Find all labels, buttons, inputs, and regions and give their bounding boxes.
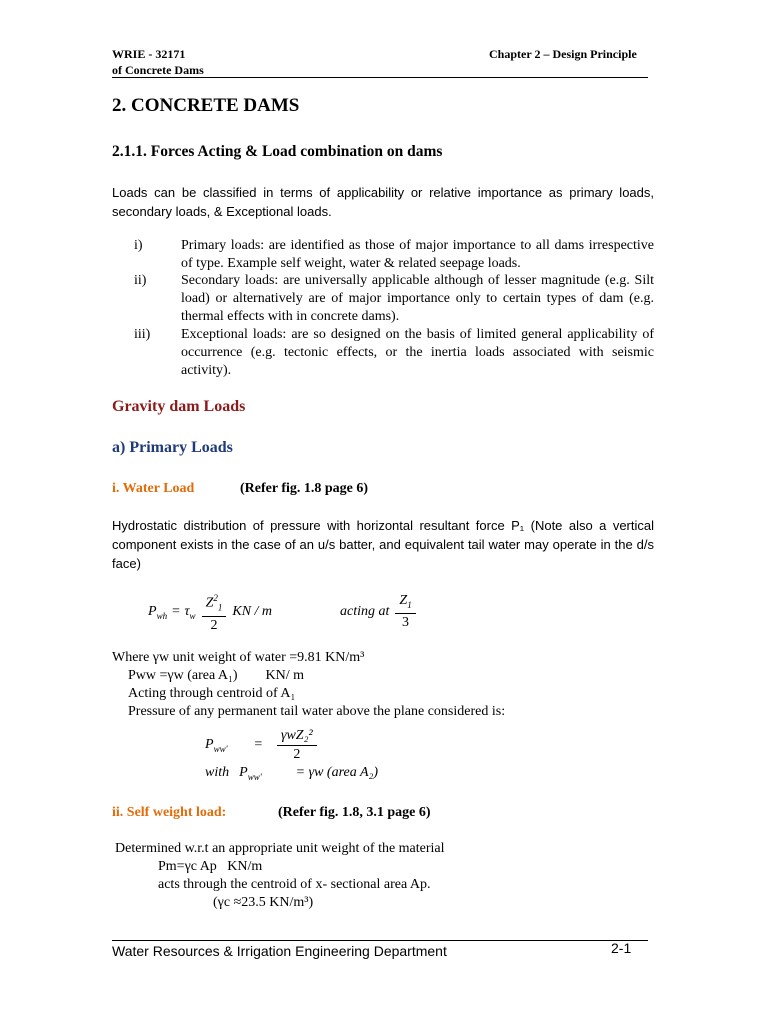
tail-water-line: Pressure of any permanent tail water above the plane considered is: (128, 704, 506, 719)
header-subtitle: of Concrete Dams (112, 63, 204, 77)
list-item-primary: Primary loads: are identified as those of major importance to all dams irrespective of type. Example self weight, water & related seepage loads. (181, 238, 654, 271)
page-title: 2. CONCRETE DAMS (112, 95, 300, 116)
section-heading: 2.1.1. Forces Acting & Load combination on dams (112, 143, 443, 160)
self-weight-line3: acts through the centroid of x- sectional area Ap. (158, 877, 431, 892)
self-weight-line1: Determined w.r.t an appropriate unit weight of the material (115, 841, 445, 856)
primary-loads-heading: a) Primary Loads (112, 439, 233, 456)
header-chapter: Chapter 2 – Design Principle (489, 47, 637, 61)
equation-water-load: $P_{wh}$ = $\tau_w$ $\frac{Z^2_1}{2}$ KN / m (148, 588, 272, 636)
where-line: Where γw unit weight of water =9.81 KN/m³ (112, 650, 365, 665)
acting-line: Acting through centroid of A₁ (128, 686, 296, 701)
gravity-heading: Gravity dam Loads (112, 398, 246, 415)
pww-line: Pww =γw (area A₁) KN/ m (128, 668, 305, 683)
eq-lhs: $P_{wh}$ (148, 603, 168, 621)
self-weight-ref: (Refer fig. 1.8, 3.1 page 6) (278, 805, 431, 820)
equation-with: with $P_{ww'}$ = γw (area A₂) (205, 765, 379, 782)
self-weight-line4: (γc ≈23.5 KN/m³) (213, 895, 314, 910)
equation-tail-water: $P_{ww'}$ = $\frac{\text{γwZ₂²}}{2}$ (205, 725, 323, 765)
water-load-ref: (Refer fig. 1.8 page 6) (240, 481, 369, 496)
equation-acting-at: acting at $\frac{Z_1}{3}$ (340, 588, 422, 636)
footer-rule (112, 940, 648, 941)
footer-page-number: 2-1 (611, 940, 632, 956)
list-item-secondary: Secondary loads: are universally applicable although of lesser magnitude (e.g. Silt load) or alternatively are of major importance only to certain types of dam (e.g. thermal effects with in concrete dams). (181, 273, 654, 324)
intro-paragraph: Loads can be classified in terms of applicability or relative importance as primary loads, secondary loads, & Exceptional loads. (112, 185, 654, 219)
list-number: iii) (134, 327, 151, 342)
list-number: ii) (134, 273, 147, 288)
list-number: i) (134, 238, 143, 253)
self-weight-line2: Pm=γc Ap KN/m (158, 859, 263, 874)
eq-unit: KN / m (232, 604, 273, 619)
eq-tau: $\tau_w$ (184, 603, 196, 621)
list-item-exceptional: Exceptional loads: are so designed on the basis of limited general applicability of occurrence (e.g. tectonic effects, or the inertia loads associated with seismic activity). (181, 327, 654, 378)
water-load-label: i. Water Load (112, 481, 195, 496)
header-rule (112, 77, 648, 78)
header-course-code: WRIE - 32171 (112, 47, 186, 61)
hydrostatic-paragraph: Hydrostatic distribution of pressure with horizontal resultant force P₁ (Note also a vertical component exists in the case of an u/s batter, and equivalent tail water may operate in the d/s face) (112, 518, 654, 571)
self-weight-label: ii. Self weight load: (112, 805, 227, 820)
footer-department: Water Resources & Irrigation Engineering Department (112, 943, 447, 959)
eq-fraction: $\frac{Z^2_1}{2}$ (202, 589, 227, 635)
